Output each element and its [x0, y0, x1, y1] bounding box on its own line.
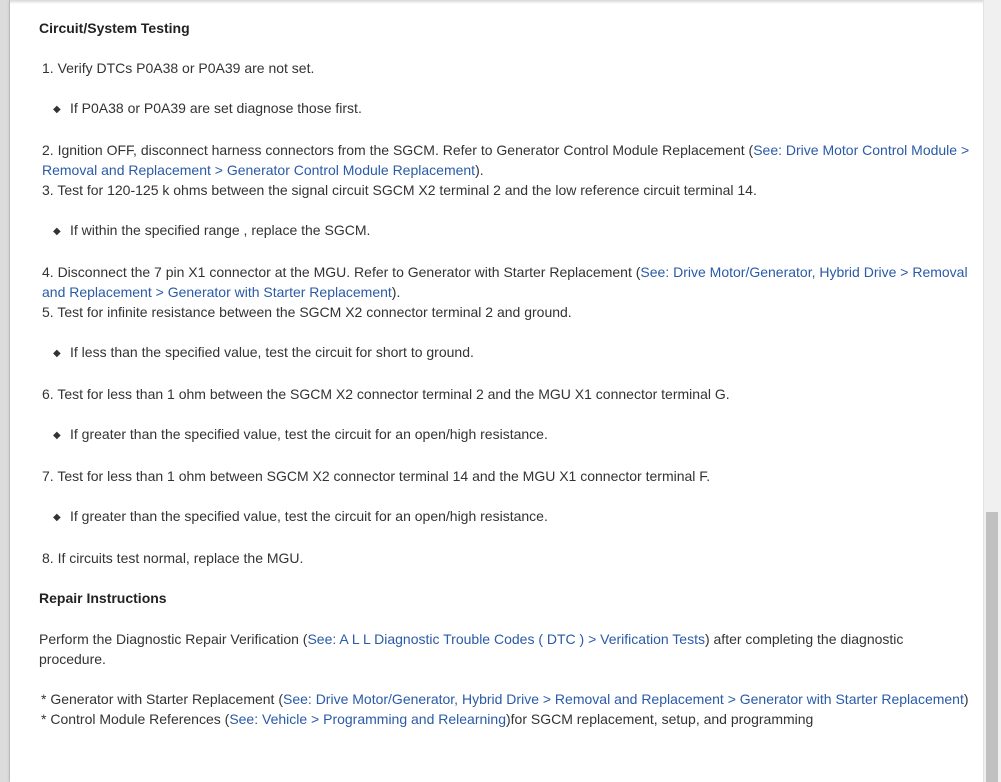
repair-verification-paragraph: Perform the Diagnostic Repair Verification (See: A L L Diagnostic Trouble Codes ( DTC ) > Verification Tests) after completing the diagnostic procedure. — [39, 631, 904, 667]
step-1-bullet: ◆ If P0A38 or P0A39 are set diagnose those first. — [39, 98, 971, 120]
step-8: 8. If circuits test normal, replace the MGU. — [42, 550, 304, 566]
generator-starter-replacement-note-link[interactable]: See: Drive Motor/Generator, Hybrid Drive > Removal and Replacement > Generator with Starter Replacement — [283, 691, 964, 707]
diamond-bullet-icon: ◆ — [53, 104, 61, 115]
circuit-testing-heading: Circuit/System Testing — [39, 20, 190, 36]
verification-tests-link[interactable]: See: A L L Diagnostic Trouble Codes ( DTC ) > Verification Tests — [307, 631, 705, 647]
programming-relearning-link[interactable]: See: Vehicle > Programming and Relearning — [229, 711, 506, 727]
step-3-bullet: ◆ If within the specified range , replace the SGCM. — [39, 220, 971, 242]
generator-with-starter-replacement-link[interactable]: See: Drive Motor/Generator, Hybrid Drive > Removal and Replacement > Generator with Starter Replacement — [42, 264, 968, 300]
generator-starter-note: * Generator with Starter Replacement (See: Drive Motor/Generator, Hybrid Drive > Removal and Replacement > Generator with Starter Replacement) — [41, 691, 969, 707]
generator-control-module-replacement-link[interactable]: See: Drive Motor Control Module > Removal and Replacement > Generator Control Module Replacement — [42, 142, 970, 178]
vertical-scrollbar[interactable] — [983, 0, 1001, 782]
left-window-edge — [0, 0, 10, 782]
document-panel — [10, 0, 983, 782]
step-7: 7. Test for less than 1 ohm between SGCM X2 connector terminal 14 and the MGU X1 connector terminal F. — [42, 468, 711, 484]
repair-instructions-heading: Repair Instructions — [39, 590, 167, 606]
control-module-references-note: * Control Module References (See: Vehicle > Programming and Relearning)for SGCM replacement, setup, and programming — [41, 711, 814, 727]
diamond-bullet-icon: ◆ — [53, 348, 61, 359]
header-shadow — [10, 0, 983, 4]
document-content — [39, 18, 971, 729]
step-6-bullet: ◆ If greater than the specified value, test the circuit for an open/high resistance. — [39, 424, 971, 446]
step-1: 1. Verify DTCs P0A38 or P0A39 are not set. — [42, 60, 315, 76]
step-6: 6. Test for less than 1 ohm between the SGCM X2 connector terminal 2 and the MGU X1 connector terminal G. — [42, 386, 730, 402]
diamond-bullet-icon: ◆ — [53, 430, 61, 441]
diamond-bullet-icon: ◆ — [53, 512, 61, 523]
step-5-bullet: ◆ If less than the specified value, test the circuit for short to ground. — [39, 342, 971, 364]
scrollbar-thumb[interactable] — [986, 512, 998, 782]
step-2: 2. Ignition OFF, disconnect harness connectors from the SGCM. Refer to Generator Control Module Replacement (See: Drive Motor Control Module > Removal and Replacement > Generator Control Module Replacement). — [42, 142, 970, 178]
step-7-bullet: ◆ If greater than the specified value, test the circuit for an open/high resistance. — [39, 506, 971, 528]
diamond-bullet-icon: ◆ — [53, 226, 61, 237]
step-4: 4. Disconnect the 7 pin X1 connector at the MGU. Refer to Generator with Starter Replacement (See: Drive Motor/Generator, Hybrid Drive > Removal and Replacement > Generator with Starter Replacement). — [42, 264, 968, 300]
step-5: 5. Test for infinite resistance between the SGCM X2 connector terminal 2 and ground. — [42, 304, 572, 320]
step-3: 3. Test for 120-125 k ohms between the signal circuit SGCM X2 terminal 2 and the low reference circuit terminal 14. — [42, 182, 757, 198]
